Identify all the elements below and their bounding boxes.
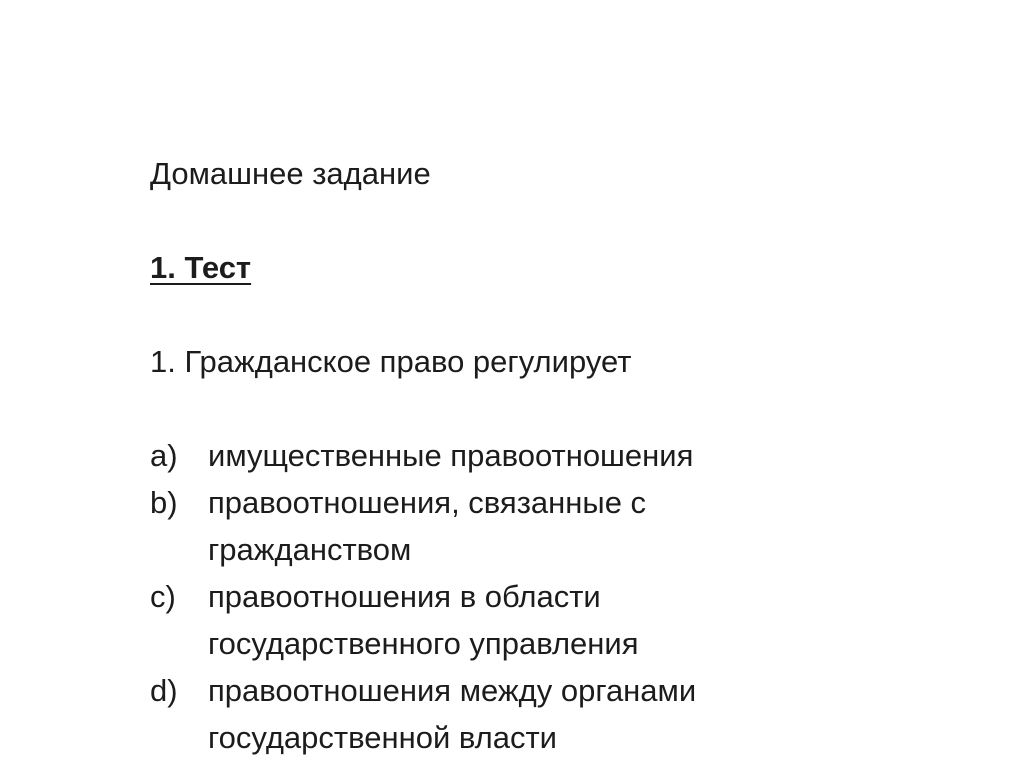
page-title: Домашнее задание — [150, 156, 431, 191]
answer-text: правоотношения, связанные с гражданством — [208, 485, 647, 567]
answer-text: имущественные правоотношения — [208, 438, 694, 473]
answer-letter: a) — [150, 438, 178, 473]
answer-list — [150, 432, 970, 761]
test-title-text: 1. Тест — [150, 250, 252, 285]
slide-content — [150, 150, 970, 761]
answer-letter: d) — [150, 673, 178, 708]
answer-text: правоотношения в области государственного управления — [208, 579, 639, 661]
answer-text: правоотношения между органами государственной власти — [208, 673, 697, 755]
answer-letter: c) — [150, 579, 176, 614]
question-text: 1. Гражданское право регулирует — [150, 344, 632, 379]
answer-letter: b) — [150, 485, 178, 520]
answer-option-b — [150, 479, 970, 573]
answer-option-a — [150, 432, 970, 479]
answer-option-d — [150, 667, 970, 761]
answer-option-c — [150, 573, 970, 667]
test-title — [150, 244, 970, 291]
